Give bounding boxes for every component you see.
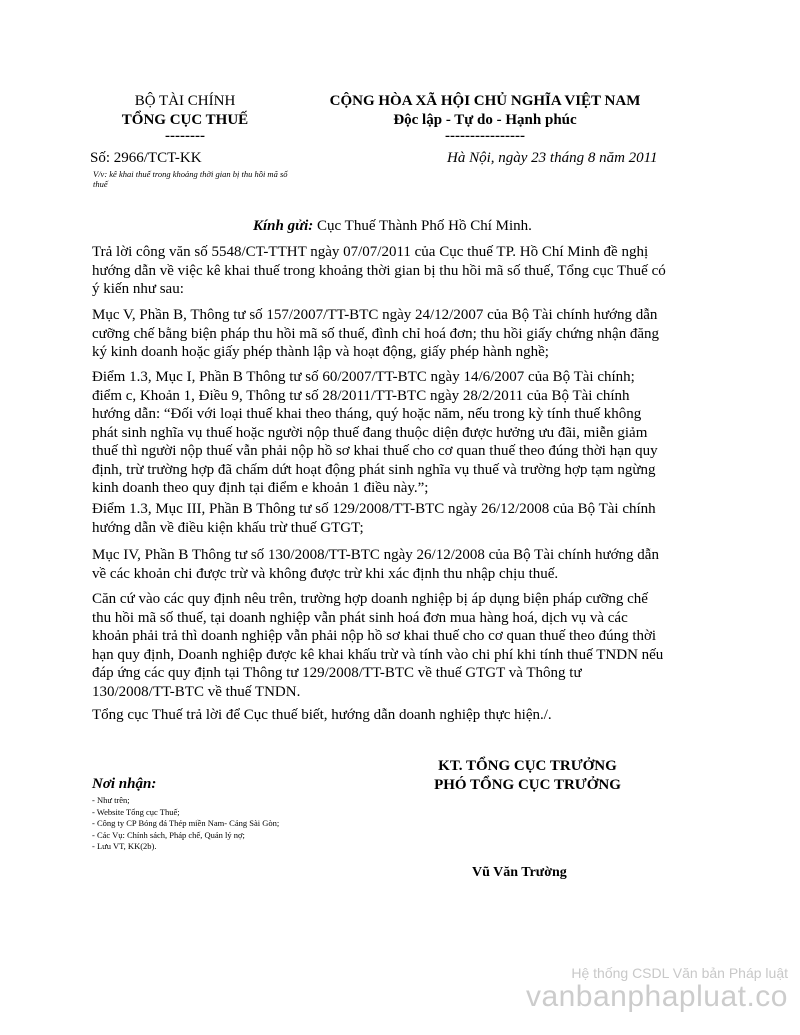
- signer-name: Vũ Văn Trường: [472, 865, 567, 880]
- ministry-name: BỘ TÀI CHÍNH: [134, 93, 236, 109]
- addressee: [253, 218, 532, 235]
- recipient-item: - Như trên;: [92, 795, 130, 805]
- signature-block: [400, 757, 655, 794]
- header-right-divider: ----------------: [445, 128, 525, 144]
- recipient-item: - Các Vụ: Chính sách, Pháp chế, Quản lý nợ;: [92, 829, 245, 840]
- department-name: TỔNG CỤC THUẾ: [121, 112, 249, 128]
- watermark-site: vanbanphapluat.co: [525, 980, 788, 1013]
- national-header: [305, 92, 665, 142]
- paragraph-3: Điểm 1.3, Mục I, Phần B Thông tư số 60/2007/TT-BTC ngày 14/6/2007 của Bộ Tài chính; điểm c, Khoản 1, Điều 9, Thông tư số 28/2011/TT-BTC ngày 28/2/2011 của Bộ Tài chính hướng dẫn: “Đối với loại thuế khai theo tháng, quý hoặc năm, nếu trong kỳ tính thuế không phát sinh nghĩa vụ thuế hoặc người nộp thuế đang thuộc diện được hưởng ưu đãi, miễn giảm thuế thì người nộp thuế vẫn phải nộp hồ sơ khai thuế cho cơ quan thuế theo đúng thời hạn quy định, trừ trường hợp đã chấm dứt hoạt động phát sinh nghĩa vụ thuế và trường hợp tạm ngừng kinh doanh theo quy định tại điểm e khoản 1 điều này.”;: [92, 369, 658, 496]
- signature-title-2: PHÓ TỔNG CỤC TRƯỞNG: [434, 776, 621, 793]
- paragraph-1: Trả lời công văn số 5548/CT-TTHT ngày 07/07/2011 của Cục thuế TP. Hồ Chí Minh đề nghị hướng dẫn về việc kê khai thuế trong khoảng thời gian bị thu hồi mã số thuế, Tổng cục Thuế có ý kiến như sau:: [92, 244, 666, 297]
- recipients-list: [92, 795, 279, 853]
- recipients-title: Nơi nhận:: [92, 776, 157, 792]
- paragraph-6: Căn cứ vào các quy định nêu trên, trường hợp doanh nghiệp bị áp dụng biện pháp cưỡng chế thu hồi mã số thuế, tại doanh nghiệp vẫn phát sinh hoá đơn mua hàng hoá, dịch vụ và các khoản phải trả thì doanh nghiệp vẫn phải nộp hồ sơ khai thuế cho cơ quan thuế theo đúng thời hạn quy định, Doanh nghiệp được kê khai khấu trừ và tính vào chi phí khi tính thuế TNDN nếu đáp ứng các quy định tại Thông tư 129/2008/TT-BTC về thuế GTGT và Thông tư 130/2008/TT-BTC về thuế TNDN.: [92, 591, 664, 700]
- paragraph-7: Tổng cục Thuế trả lời để Cục thuế biết, hướng dẫn doanh nghiệp thực hiện./.: [92, 707, 552, 723]
- document-date: Hà Nội, ngày 23 tháng 8 năm 2011: [447, 150, 658, 166]
- national-motto: Độc lập - Tự do - Hạnh phúc: [393, 112, 577, 128]
- recipient-item: - Công ty CP Bóng đá Thép miền Nam- Cảng Sài Gòn;: [92, 818, 280, 828]
- watermark-caption: Hệ thống CSDL Văn bản Pháp luật: [571, 965, 788, 981]
- paragraph-2: Mục V, Phần B, Thông tư số 157/2007/TT-BTC ngày 24/12/2007 của Bộ Tài chính hướng dẫn cưỡng chế bằng biện pháp thu hồi mã số thuế, đình chỉ hoá đơn; thu hồi giấy chứng nhận đăng ký kinh doanh hoặc giấy phép thành lập và hoạt động, giấy phép hành nghề;: [92, 307, 660, 360]
- issuer-header: [90, 92, 280, 142]
- recipient-item: - Lưu VT, KK(2b).: [92, 841, 157, 851]
- header-left-divider: --------: [165, 128, 205, 144]
- recipient-item: - Website Tổng cục Thuế;: [92, 806, 180, 817]
- document-number: Số: 2966/TCT-KK: [90, 150, 202, 166]
- paragraph-5: Mục IV, Phần B Thông tư số 130/2008/TT-BTC ngày 26/12/2008 của Bộ Tài chính hướng dẫn về các khoản chi được trừ và không được trừ khi xác định thu nhập chịu thuế.: [92, 547, 659, 582]
- document-subject: V/v: kê khai thuế trong khoảng thời gian bị thu hồi mã số thuế: [93, 169, 288, 189]
- paragraph-4: Điểm 1.3, Mục III, Phần B Thông tư số 129/2008/TT-BTC ngày 26/12/2008 của Bộ Tài chính hướng dẫn về điều kiện khấu trừ thuế GTGT;: [92, 501, 656, 536]
- addressee-label: Kính gửi:: [253, 218, 314, 234]
- addressee-value: Cục Thuế Thành Phố Hồ Chí Minh.: [317, 218, 532, 234]
- signature-title-1: KT. TỔNG CỤC TRƯỞNG: [438, 758, 617, 774]
- nation-name: CỘNG HÒA XÃ HỘI CHỦ NGHĨA VIỆT NAM: [329, 93, 641, 109]
